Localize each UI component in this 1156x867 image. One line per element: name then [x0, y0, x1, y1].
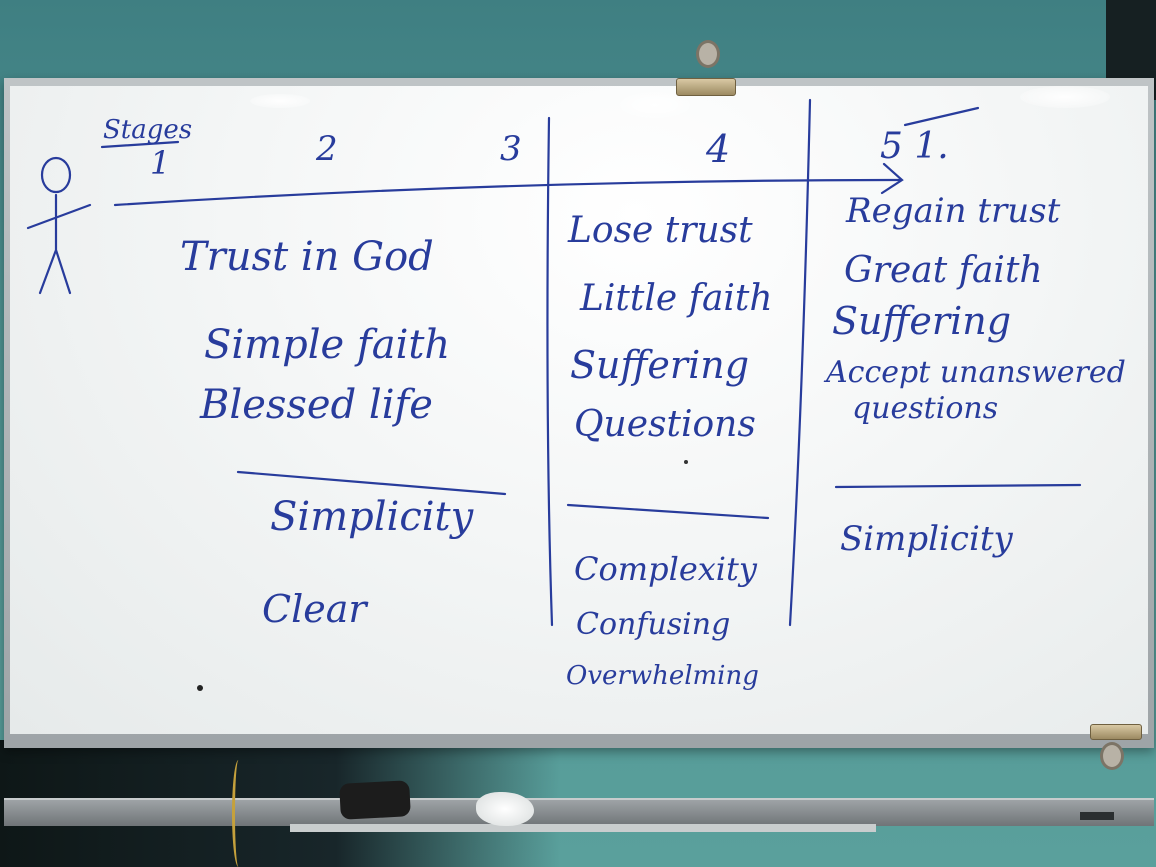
col1-line-1: Trust in God — [180, 234, 434, 280]
whiteboard-eraser — [339, 780, 411, 820]
col3-below-1: Simplicity — [840, 519, 1013, 559]
col2-below-3: Overwhelming — [566, 661, 759, 691]
stage-2-number: 2 — [316, 129, 338, 169]
tray-lip — [290, 824, 876, 832]
col1-below-2: Clear — [262, 587, 367, 631]
stage-5-number: 5 1. — [880, 126, 949, 167]
crumpled-tissue — [476, 792, 534, 826]
section-rule-2 — [568, 505, 768, 518]
yellow-cable — [232, 760, 245, 867]
col2-line-4: Questions — [574, 404, 756, 445]
col3-line-3: Suffering — [832, 299, 1012, 343]
timeline-arrowhead — [882, 164, 902, 193]
col1-below-1: Simplicity — [270, 494, 474, 540]
col1-line-3: Blessed life — [200, 382, 433, 428]
stage-5-stroke — [905, 108, 978, 125]
section-rule-1 — [238, 472, 505, 494]
col2-below-1: Complexity — [574, 550, 757, 588]
col2-line-3: Suffering — [570, 343, 750, 387]
marker-speck — [197, 685, 203, 691]
section-rule-3 — [836, 485, 1080, 487]
col1-line-2: Simple faith — [204, 322, 451, 368]
brand-sticker — [1080, 812, 1114, 820]
marker-speck — [684, 460, 688, 464]
column-divider-2 — [790, 100, 810, 625]
col3-line-4: Accept unanswered — [826, 355, 1126, 390]
col3-line-2: Great faith — [844, 250, 1043, 291]
col2-line-1: Lose trust — [568, 210, 753, 251]
marker-tray — [4, 798, 1154, 826]
stages-label: Stages — [103, 115, 193, 145]
stage-4-number: 4 — [706, 127, 731, 171]
stick-figure-head — [42, 158, 70, 192]
col2-line-2: Little faith — [580, 278, 773, 319]
col2-below-2: Confusing — [576, 607, 731, 642]
stick-figure-body — [28, 195, 90, 293]
column-divider-1 — [547, 118, 552, 625]
timeline-arrow — [115, 180, 900, 205]
col3-line-1: Regain trust — [846, 191, 1061, 231]
col3-line-5: questions — [852, 391, 999, 426]
stage-1-number: 1 — [150, 144, 171, 182]
stage-3-number: 3 — [500, 129, 522, 169]
